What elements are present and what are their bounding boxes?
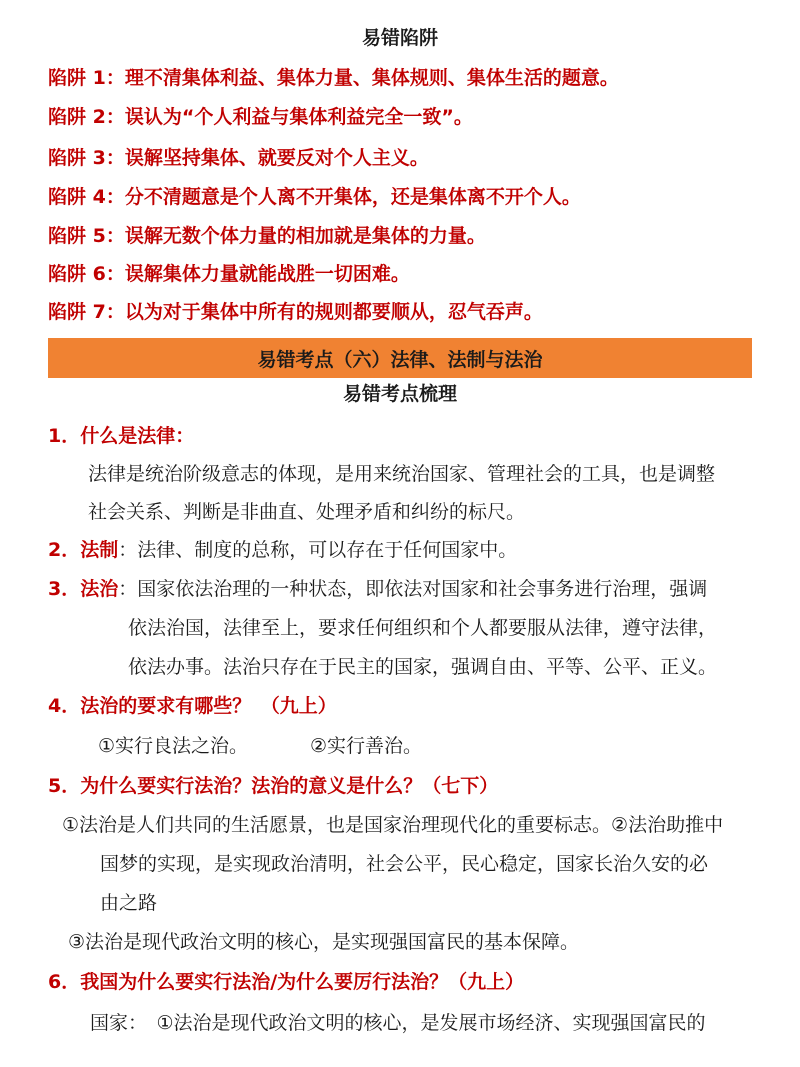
traps-title: 易错陷阱 bbox=[361, 27, 438, 49]
trap-label: 陷阱 2： bbox=[48, 106, 125, 128]
point-3-heading bbox=[48, 577, 707, 601]
point-5-line-1: ①法治是人们共同的生活愿景，也是国家治理现代化的重要标志。②法治助推中 bbox=[62, 814, 724, 836]
point-4-heading bbox=[48, 694, 337, 718]
point-number: 3． bbox=[48, 578, 81, 600]
trap-item-5 bbox=[48, 224, 486, 248]
trap-label: 陷阱 4： bbox=[48, 186, 125, 208]
point-text: ：国家依法治理的一种状态，即依法对国家和社会事务进行治理，强调 bbox=[118, 578, 708, 600]
section-banner: 易错考点（六）法律、法制与法治 bbox=[48, 338, 752, 378]
point-3-line-3: 依法办事。法治只存在于民主的国家，强调自由、平等、公平、正义。 bbox=[128, 656, 718, 678]
point-6-line-1: 国家： ①法治是现代政治文明的核心，是发展市场经济、实现强国富民的 bbox=[90, 1012, 706, 1034]
point-5-heading bbox=[48, 774, 498, 798]
point-2 bbox=[48, 538, 517, 562]
trap-label: 陷阱 7： bbox=[48, 301, 125, 323]
point-4-answer-a: ①实行良法之治。 bbox=[98, 735, 249, 757]
point-title: 我国为什么要实行法治/为什么要厉行法治？（九上） bbox=[80, 971, 525, 993]
point-6-heading bbox=[48, 970, 524, 994]
trap-item-2 bbox=[48, 105, 473, 129]
trap-item-3 bbox=[48, 146, 429, 170]
trap-item-1 bbox=[48, 66, 619, 90]
point-number: 4． bbox=[48, 695, 81, 717]
trap-item-4 bbox=[48, 185, 581, 209]
point-number: 1． bbox=[48, 425, 81, 447]
point-1-line-2: 社会关系、判断是非曲直、处理矛盾和纠纷的标尺。 bbox=[88, 501, 526, 523]
point-5-line-4: ③法治是现代政治文明的核心，是实现强国富民的基本保障。 bbox=[68, 931, 580, 953]
point-3-line-2: 依法治国，法律至上，要求任何组织和个人都要服从法律，遵守法律， bbox=[128, 617, 718, 639]
point-title: 为什么要实行法治？法治的意义是什么？（七下） bbox=[80, 775, 499, 797]
trap-text: 以为对于集体中所有的规则都要顺从，忍气吞声。 bbox=[124, 301, 543, 323]
point-title: 法制 bbox=[80, 539, 119, 561]
trap-label: 陷阱 3： bbox=[48, 147, 125, 169]
point-1-line-1: 法律是统治阶级意志的体现，是用来统治国家、管理社会的工具，也是调整 bbox=[88, 463, 716, 485]
trap-text: 误解集体力量就能战胜一切困难。 bbox=[124, 263, 410, 285]
section-subtitle: 易错考点梳理 bbox=[342, 383, 457, 405]
trap-item-7 bbox=[48, 300, 543, 324]
trap-label: 陷阱 6： bbox=[48, 263, 125, 285]
trap-text: 分不清题意是个人离不开集体，还是集体离不开个人。 bbox=[124, 186, 581, 208]
trap-text: 误认为“个人利益与集体利益完全一致”。 bbox=[124, 106, 473, 128]
point-title: 什么是法律： bbox=[80, 425, 195, 447]
point-5-line-2: 国梦的实现，是实现政治清明，社会公平，民心稳定，国家长治久安的必 bbox=[100, 853, 709, 875]
point-1-heading bbox=[48, 424, 194, 448]
point-title: 法治 bbox=[80, 578, 119, 600]
trap-label: 陷阱 1： bbox=[48, 67, 125, 89]
point-number: 2． bbox=[48, 539, 81, 561]
point-4-answer-b: ②实行善治。 bbox=[310, 735, 423, 757]
point-text: ：法律、制度的总称，可以存在于任何国家中。 bbox=[118, 539, 518, 561]
trap-text: 误解无数个体力量的相加就是集体的力量。 bbox=[124, 225, 486, 247]
point-number: 6． bbox=[48, 971, 81, 993]
trap-text: 误解坚持集体、就要反对个人主义。 bbox=[124, 147, 429, 169]
point-5-line-3: 由之路 bbox=[100, 892, 158, 914]
trap-text: 理不清集体利益、集体力量、集体规则、集体生活的题意。 bbox=[124, 67, 619, 89]
point-number: 5． bbox=[48, 775, 81, 797]
trap-label: 陷阱 5： bbox=[48, 225, 125, 247]
point-title: 法治的要求有哪些？ （九上） bbox=[80, 695, 337, 717]
trap-item-6 bbox=[48, 262, 410, 286]
